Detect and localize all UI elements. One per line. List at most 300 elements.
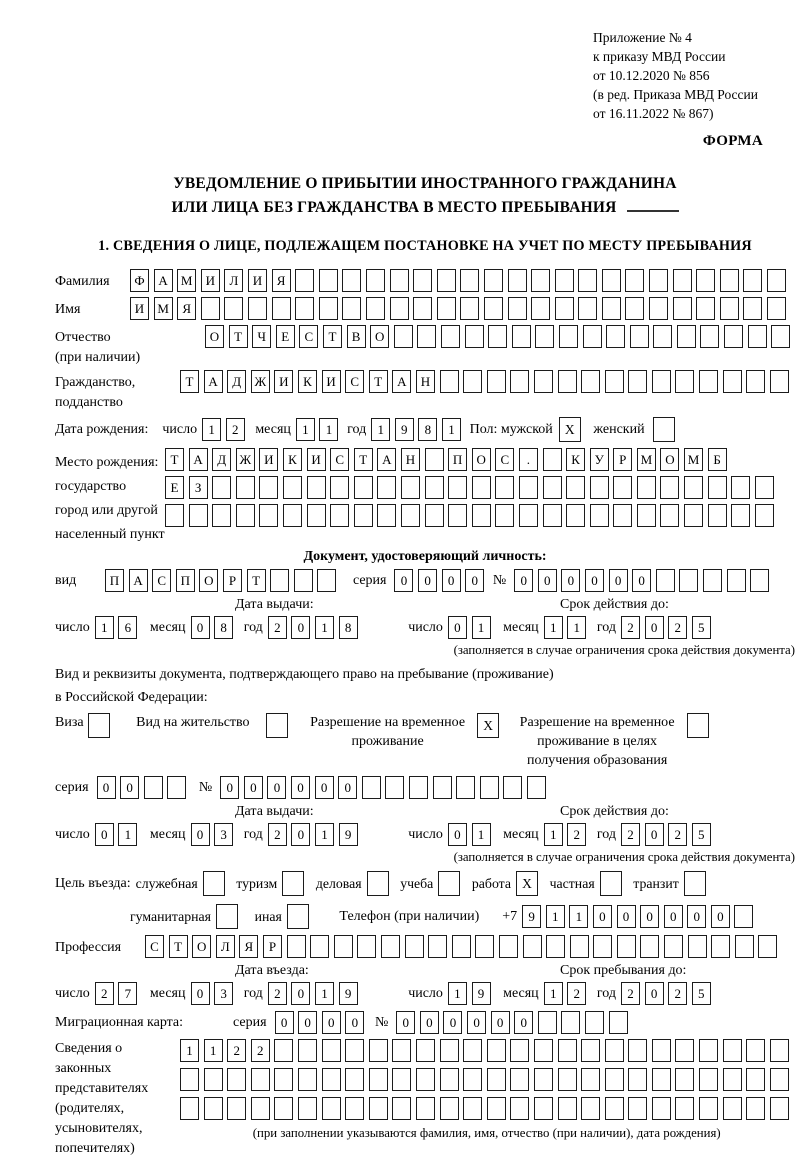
stay-until-month-cell[interactable]: 2: [567, 982, 586, 1005]
birthplace-cell[interactable]: [259, 504, 278, 527]
stay-issue-year-cell[interactable]: 1: [315, 823, 334, 846]
representatives-cell[interactable]: [558, 1097, 577, 1120]
firstname-cell[interactable]: [413, 297, 432, 320]
representatives-line3-input[interactable]: [180, 1097, 793, 1120]
firstname-cell[interactable]: [390, 297, 409, 320]
birthplace-cell[interactable]: [472, 504, 491, 527]
doc-issue-year-cell[interactable]: 8: [339, 616, 358, 639]
firstname-cell[interactable]: [366, 297, 385, 320]
doc-valid-year-cell[interactable]: 0: [645, 616, 664, 639]
profession-cell[interactable]: [357, 935, 376, 958]
phone-cell[interactable]: 0: [664, 905, 683, 928]
birthplace-cell[interactable]: [495, 476, 514, 499]
phone-cell[interactable]: 0: [593, 905, 612, 928]
representatives-cell[interactable]: [416, 1039, 435, 1062]
purpose-cell[interactable]: X: [516, 871, 538, 896]
birthplace-cell[interactable]: Е: [165, 476, 184, 499]
representatives-cell[interactable]: [581, 1068, 600, 1091]
representatives-cell[interactable]: [345, 1068, 364, 1091]
stay-number-cell[interactable]: [456, 776, 475, 799]
patronymic-cell[interactable]: В: [347, 325, 366, 348]
citizenship-input[interactable]: [180, 370, 793, 393]
representatives-cell[interactable]: [322, 1097, 341, 1120]
representatives-cell[interactable]: [392, 1068, 411, 1091]
citizenship-cell[interactable]: А: [204, 370, 223, 393]
birthplace-cell[interactable]: [708, 504, 727, 527]
surname-cell[interactable]: [390, 269, 409, 292]
firstname-cell[interactable]: [484, 297, 503, 320]
doc-series-cell[interactable]: 0: [442, 569, 461, 592]
representatives-cell[interactable]: [605, 1068, 624, 1091]
representatives-cell[interactable]: [204, 1097, 223, 1120]
purpose-cell[interactable]: [438, 871, 460, 896]
firstname-cell[interactable]: [649, 297, 668, 320]
stay-valid-day-input[interactable]: [448, 823, 495, 846]
representatives-cell[interactable]: [180, 1097, 199, 1120]
birthplace-cell[interactable]: [425, 448, 444, 471]
doc-valid-year-cell[interactable]: 2: [668, 616, 687, 639]
stay-issue-year-cell[interactable]: 0: [291, 823, 310, 846]
doc-type-input[interactable]: [105, 569, 341, 592]
stay-series-cell[interactable]: 0: [120, 776, 139, 799]
representatives-cell[interactable]: [510, 1039, 529, 1062]
birthplace-cell[interactable]: З: [189, 476, 208, 499]
citizenship-cell[interactable]: [699, 370, 718, 393]
stay-number-cell[interactable]: [433, 776, 452, 799]
doc-issue-month-cell[interactable]: 0: [191, 616, 210, 639]
doc-number-cell[interactable]: [750, 569, 769, 592]
migration-number-cell[interactable]: [538, 1011, 557, 1034]
representatives-cell[interactable]: [204, 1068, 223, 1091]
representatives-cell[interactable]: [723, 1039, 742, 1062]
birthplace-cell[interactable]: К: [283, 448, 302, 471]
birthplace-cell[interactable]: [543, 504, 562, 527]
firstname-cell[interactable]: [696, 297, 715, 320]
stay-valid-year-input[interactable]: [621, 823, 715, 846]
representatives-cell[interactable]: [652, 1039, 671, 1062]
doc-valid-day-input[interactable]: [448, 616, 495, 639]
firstname-cell[interactable]: [673, 297, 692, 320]
surname-cell[interactable]: [555, 269, 574, 292]
stay-until-day-cell[interactable]: 9: [472, 982, 491, 1005]
firstname-cell[interactable]: [743, 297, 762, 320]
surname-cell[interactable]: [625, 269, 644, 292]
stay-until-year-cell[interactable]: 2: [621, 982, 640, 1005]
birthplace-cell[interactable]: [543, 448, 562, 471]
profession-cell[interactable]: Я: [239, 935, 258, 958]
stay-valid-day-cell[interactable]: 0: [448, 823, 467, 846]
stay-issue-month-cell[interactable]: 3: [214, 823, 233, 846]
doc-valid-month-cell[interactable]: 1: [544, 616, 563, 639]
representatives-cell[interactable]: [699, 1068, 718, 1091]
patronymic-cell[interactable]: [512, 325, 531, 348]
representatives-cell[interactable]: [416, 1068, 435, 1091]
birth-month-input[interactable]: [296, 418, 343, 441]
birthplace-cell[interactable]: [684, 504, 703, 527]
birth-month-cell[interactable]: 1: [319, 418, 338, 441]
firstname-cell[interactable]: [319, 297, 338, 320]
profession-cell[interactable]: [452, 935, 471, 958]
representatives-cell[interactable]: [581, 1097, 600, 1120]
surname-cell[interactable]: [720, 269, 739, 292]
stay-series-cell[interactable]: [144, 776, 163, 799]
surname-cell[interactable]: [673, 269, 692, 292]
residence-permit-checkbox[interactable]: [266, 713, 293, 738]
phone-cell[interactable]: [734, 905, 753, 928]
doc-number-cell[interactable]: 0: [609, 569, 628, 592]
citizenship-cell[interactable]: А: [392, 370, 411, 393]
stay-until-month-input[interactable]: [544, 982, 591, 1005]
representatives-cell[interactable]: [227, 1097, 246, 1120]
birthplace-cell[interactable]: [637, 504, 656, 527]
representatives-cell[interactable]: 1: [204, 1039, 223, 1062]
birthplace-cell[interactable]: М: [637, 448, 656, 471]
birthplace-cell[interactable]: [660, 504, 679, 527]
birth-year-cell[interactable]: 1: [442, 418, 461, 441]
doc-issue-day-cell[interactable]: 1: [95, 616, 114, 639]
profession-cell[interactable]: Т: [169, 935, 188, 958]
surname-cell[interactable]: [319, 269, 338, 292]
profession-cell[interactable]: [711, 935, 730, 958]
phone-cell[interactable]: 0: [711, 905, 730, 928]
doc-number-cell[interactable]: [727, 569, 746, 592]
representatives-cell[interactable]: [675, 1097, 694, 1120]
phone-cell[interactable]: 0: [687, 905, 706, 928]
citizenship-cell[interactable]: [675, 370, 694, 393]
migration-number-cell[interactable]: 0: [420, 1011, 439, 1034]
birthplace-cell[interactable]: [189, 504, 208, 527]
doc-series-cell[interactable]: 0: [465, 569, 484, 592]
birthplace-cell[interactable]: [283, 476, 302, 499]
representatives-cell[interactable]: [534, 1068, 553, 1091]
firstname-cell[interactable]: [342, 297, 361, 320]
citizenship-cell[interactable]: Н: [416, 370, 435, 393]
stay-series-cell[interactable]: [167, 776, 186, 799]
representatives-cell[interactable]: [675, 1068, 694, 1091]
patronymic-cell[interactable]: [394, 325, 413, 348]
entry-year-cell[interactable]: 9: [339, 982, 358, 1005]
birthplace-cell[interactable]: [354, 476, 373, 499]
representatives-cell[interactable]: [251, 1097, 270, 1120]
representatives-cell[interactable]: [298, 1039, 317, 1062]
representatives-cell[interactable]: [770, 1097, 789, 1120]
visa-checkbox[interactable]: [88, 713, 115, 738]
birthplace-cell[interactable]: [307, 504, 326, 527]
representatives-cell[interactable]: [274, 1039, 293, 1062]
stay-number-cell[interactable]: [409, 776, 428, 799]
representatives-cell[interactable]: [770, 1068, 789, 1091]
surname-cell[interactable]: Я: [272, 269, 291, 292]
patronymic-cell[interactable]: Т: [229, 325, 248, 348]
migration-number-cell[interactable]: 0: [467, 1011, 486, 1034]
firstname-cell[interactable]: [295, 297, 314, 320]
representatives-cell[interactable]: [652, 1068, 671, 1091]
representatives-cell[interactable]: [746, 1068, 765, 1091]
firstname-cell[interactable]: И: [130, 297, 149, 320]
representatives-cell[interactable]: [652, 1097, 671, 1120]
entry-year-cell[interactable]: 2: [268, 982, 287, 1005]
stay-valid-month-cell[interactable]: 1: [544, 823, 563, 846]
doc-number-cell[interactable]: [679, 569, 698, 592]
doc-valid-month-input[interactable]: [544, 616, 591, 639]
migration-number-cell[interactable]: [585, 1011, 604, 1034]
profession-cell[interactable]: [310, 935, 329, 958]
birthplace-cell[interactable]: [566, 504, 585, 527]
firstname-cell[interactable]: [625, 297, 644, 320]
birthplace-cell[interactable]: [448, 504, 467, 527]
doc-series-cell[interactable]: 0: [418, 569, 437, 592]
profession-cell[interactable]: [570, 935, 589, 958]
birth-day-cell[interactable]: 1: [202, 418, 221, 441]
representatives-cell[interactable]: 2: [251, 1039, 270, 1062]
doc-issue-month-input[interactable]: [191, 616, 238, 639]
patronymic-cell[interactable]: [417, 325, 436, 348]
patronymic-cell[interactable]: [559, 325, 578, 348]
profession-cell[interactable]: [287, 935, 306, 958]
entry-year-cell[interactable]: 0: [291, 982, 310, 1005]
citizenship-cell[interactable]: И: [274, 370, 293, 393]
stay-until-month-cell[interactable]: 1: [544, 982, 563, 1005]
birthplace-cell[interactable]: [377, 476, 396, 499]
citizenship-cell[interactable]: [558, 370, 577, 393]
profession-cell[interactable]: [593, 935, 612, 958]
patronymic-cell[interactable]: [606, 325, 625, 348]
birthplace-cell[interactable]: [755, 476, 774, 499]
stay-valid-year-cell[interactable]: 0: [645, 823, 664, 846]
doc-issue-year-cell[interactable]: 0: [291, 616, 310, 639]
surname-cell[interactable]: А: [154, 269, 173, 292]
stay-until-year-cell[interactable]: 5: [692, 982, 711, 1005]
stay-valid-month-input[interactable]: [544, 823, 591, 846]
representatives-cell[interactable]: [322, 1039, 341, 1062]
purpose-gumanitarnaya-checkbox[interactable]: [216, 904, 243, 929]
firstname-cell[interactable]: Я: [177, 297, 196, 320]
birthplace-cell[interactable]: Ж: [236, 448, 255, 471]
representatives-cell[interactable]: [534, 1039, 553, 1062]
stay-number-cell[interactable]: [527, 776, 546, 799]
representatives-cell[interactable]: [675, 1039, 694, 1062]
purpose-turizm-checkbox[interactable]: [282, 871, 309, 896]
profession-cell[interactable]: [617, 935, 636, 958]
surname-cell[interactable]: [366, 269, 385, 292]
citizenship-cell[interactable]: И: [322, 370, 341, 393]
stay-issue-year-input[interactable]: [268, 823, 362, 846]
representatives-cell[interactable]: [274, 1097, 293, 1120]
doc-number-cell[interactable]: 0: [561, 569, 580, 592]
birthplace-cell[interactable]: [425, 476, 444, 499]
birthplace-cell[interactable]: И: [259, 448, 278, 471]
birthplace-cell[interactable]: [330, 476, 349, 499]
entry-day-cell[interactable]: 7: [118, 982, 137, 1005]
birthplace-cell[interactable]: [212, 476, 231, 499]
representatives-cell[interactable]: [369, 1039, 388, 1062]
birthplace-line2-input[interactable]: [165, 476, 778, 499]
birthplace-cell[interactable]: [755, 504, 774, 527]
firstname-cell[interactable]: [224, 297, 243, 320]
representatives-cell[interactable]: [699, 1097, 718, 1120]
birthplace-cell[interactable]: [613, 504, 632, 527]
birthplace-cell[interactable]: [637, 476, 656, 499]
purpose-sluzhebnaya-checkbox[interactable]: [203, 871, 230, 896]
migration-number-cell[interactable]: 0: [491, 1011, 510, 1034]
birthplace-cell[interactable]: [307, 476, 326, 499]
citizenship-cell[interactable]: Т: [369, 370, 388, 393]
stay-series-cell[interactable]: 0: [97, 776, 116, 799]
profession-cell[interactable]: Л: [216, 935, 235, 958]
surname-cell[interactable]: [767, 269, 786, 292]
phone-cell[interactable]: 0: [640, 905, 659, 928]
doc-type-cell[interactable]: [270, 569, 289, 592]
residence-cell[interactable]: [266, 713, 288, 738]
migration-number-cell[interactable]: 0: [443, 1011, 462, 1034]
citizenship-cell[interactable]: [463, 370, 482, 393]
sex-female-cell[interactable]: [653, 417, 675, 442]
surname-cell[interactable]: [531, 269, 550, 292]
birthplace-cell[interactable]: С: [330, 448, 349, 471]
doc-type-cell[interactable]: А: [129, 569, 148, 592]
birthplace-cell[interactable]: [165, 504, 184, 527]
birthplace-cell[interactable]: [401, 504, 420, 527]
firstname-cell[interactable]: [437, 297, 456, 320]
birthplace-cell[interactable]: [495, 504, 514, 527]
migration-number-cell[interactable]: 0: [396, 1011, 415, 1034]
doc-type-cell[interactable]: П: [176, 569, 195, 592]
surname-cell[interactable]: [649, 269, 668, 292]
representatives-cell[interactable]: [392, 1039, 411, 1062]
stay-until-year-cell[interactable]: 2: [668, 982, 687, 1005]
representatives-cell[interactable]: [487, 1097, 506, 1120]
stay-valid-year-cell[interactable]: 2: [621, 823, 640, 846]
purpose-cell[interactable]: [684, 871, 706, 896]
purpose-rabota-checkbox[interactable]: [516, 871, 543, 896]
stay-number-cell[interactable]: [480, 776, 499, 799]
stay-issue-year-cell[interactable]: 2: [268, 823, 287, 846]
citizenship-cell[interactable]: [581, 370, 600, 393]
representatives-cell[interactable]: [746, 1039, 765, 1062]
stay-issue-day-input[interactable]: [95, 823, 142, 846]
migration-series-cell[interactable]: 0: [298, 1011, 317, 1034]
profession-input[interactable]: [145, 935, 782, 958]
purpose-cell[interactable]: [287, 904, 309, 929]
surname-cell[interactable]: [578, 269, 597, 292]
purpose-cell[interactable]: [600, 871, 622, 896]
citizenship-cell[interactable]: [440, 370, 459, 393]
representatives-cell[interactable]: [463, 1039, 482, 1062]
stay-number-cell[interactable]: 0: [315, 776, 334, 799]
purpose-delovaya-checkbox[interactable]: [367, 871, 394, 896]
birth-day-input[interactable]: [202, 418, 249, 441]
patronymic-cell[interactable]: [677, 325, 696, 348]
birthplace-cell[interactable]: [472, 476, 491, 499]
birthplace-cell[interactable]: [519, 504, 538, 527]
representatives-cell[interactable]: [369, 1068, 388, 1091]
doc-valid-day-cell[interactable]: 1: [472, 616, 491, 639]
profession-cell[interactable]: [758, 935, 777, 958]
profession-cell[interactable]: [664, 935, 683, 958]
birthplace-cell[interactable]: У: [590, 448, 609, 471]
birth-year-cell[interactable]: 8: [418, 418, 437, 441]
rvp-education-checkbox[interactable]: [687, 713, 714, 738]
sex-male-checkbox[interactable]: [559, 417, 586, 442]
migration-series-cell[interactable]: 0: [345, 1011, 364, 1034]
representatives-cell[interactable]: [416, 1097, 435, 1120]
birthplace-cell[interactable]: [731, 476, 750, 499]
doc-issue-year-input[interactable]: [268, 616, 362, 639]
surname-cell[interactable]: Л: [224, 269, 243, 292]
profession-cell[interactable]: [428, 935, 447, 958]
profession-cell[interactable]: С: [145, 935, 164, 958]
birthplace-cell[interactable]: [212, 504, 231, 527]
representatives-cell[interactable]: [298, 1097, 317, 1120]
birthplace-cell[interactable]: [236, 476, 255, 499]
birthplace-cell[interactable]: [660, 476, 679, 499]
surname-cell[interactable]: [602, 269, 621, 292]
patronymic-cell[interactable]: Е: [276, 325, 295, 348]
patronymic-cell[interactable]: Т: [323, 325, 342, 348]
citizenship-cell[interactable]: С: [345, 370, 364, 393]
birthplace-cell[interactable]: [354, 504, 373, 527]
stay-doc-series-input[interactable]: [97, 776, 191, 799]
representatives-cell[interactable]: [510, 1097, 529, 1120]
birthplace-cell[interactable]: [377, 504, 396, 527]
birthplace-cell[interactable]: М: [684, 448, 703, 471]
doc-valid-day-cell[interactable]: 0: [448, 616, 467, 639]
surname-cell[interactable]: И: [201, 269, 220, 292]
purpose-chastnaya-checkbox[interactable]: [600, 871, 627, 896]
surname-cell[interactable]: Ф: [130, 269, 149, 292]
citizenship-cell[interactable]: [652, 370, 671, 393]
representatives-cell[interactable]: [251, 1068, 270, 1091]
birthplace-cell[interactable]: [708, 476, 727, 499]
patronymic-cell[interactable]: [441, 325, 460, 348]
patronymic-cell[interactable]: [653, 325, 672, 348]
surname-cell[interactable]: И: [248, 269, 267, 292]
citizenship-cell[interactable]: [510, 370, 529, 393]
doc-type-cell[interactable]: [294, 569, 313, 592]
birth-day-cell[interactable]: 2: [226, 418, 245, 441]
firstname-cell[interactable]: [460, 297, 479, 320]
profession-cell[interactable]: [523, 935, 542, 958]
migration-card-number-input[interactable]: [396, 1011, 632, 1034]
surname-cell[interactable]: [743, 269, 762, 292]
rvp-edu-cell[interactable]: [687, 713, 709, 738]
representatives-cell[interactable]: 2: [227, 1039, 246, 1062]
patronymic-cell[interactable]: [748, 325, 767, 348]
profession-cell[interactable]: [405, 935, 424, 958]
birthplace-cell[interactable]: О: [660, 448, 679, 471]
citizenship-cell[interactable]: [487, 370, 506, 393]
entry-day-cell[interactable]: 2: [95, 982, 114, 1005]
doc-series-cell[interactable]: 0: [394, 569, 413, 592]
doc-number-cell[interactable]: 0: [514, 569, 533, 592]
purpose-cell[interactable]: [203, 871, 225, 896]
purpose-cell[interactable]: [367, 871, 389, 896]
stay-issue-day-cell[interactable]: 1: [118, 823, 137, 846]
birthplace-cell[interactable]: П: [448, 448, 467, 471]
representatives-cell[interactable]: [628, 1039, 647, 1062]
doc-number-cell[interactable]: 0: [632, 569, 651, 592]
surname-cell[interactable]: [508, 269, 527, 292]
stay-until-day-cell[interactable]: 1: [448, 982, 467, 1005]
phone-cell[interactable]: 1: [569, 905, 588, 928]
doc-type-cell[interactable]: П: [105, 569, 124, 592]
surname-cell[interactable]: [696, 269, 715, 292]
phone-cell[interactable]: 0: [617, 905, 636, 928]
birthplace-cell[interactable]: [448, 476, 467, 499]
profession-cell[interactable]: О: [192, 935, 211, 958]
patronymic-cell[interactable]: [771, 325, 790, 348]
patronymic-cell[interactable]: С: [299, 325, 318, 348]
